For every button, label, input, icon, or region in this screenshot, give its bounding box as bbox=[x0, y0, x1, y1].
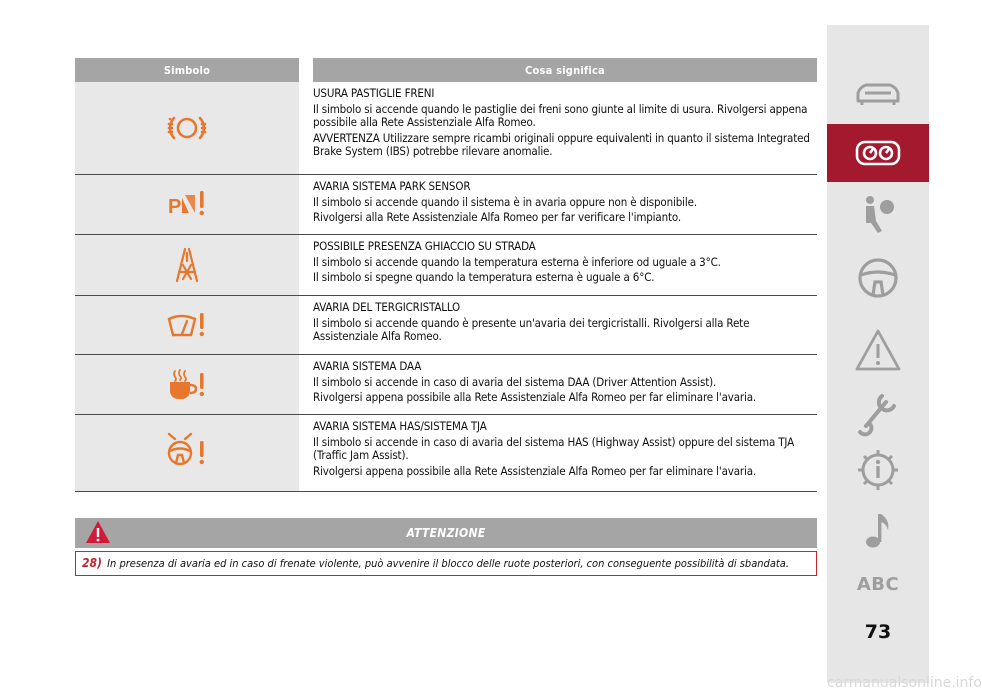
description-cell bbox=[313, 296, 817, 354]
watermark: carmanualsonline.info bbox=[827, 675, 982, 691]
ice-warning-icon bbox=[165, 245, 209, 285]
row-text: Rivolgersi appena possibile alla Rete Assistenziale Alfa Romeo per far eliminare l'avaria. bbox=[313, 390, 757, 405]
table-row bbox=[75, 235, 817, 296]
description-cell bbox=[313, 175, 817, 234]
header-symbol: Simbolo bbox=[75, 58, 299, 82]
sidebar-item-steering[interactable] bbox=[827, 249, 929, 307]
description-cell bbox=[313, 415, 817, 491]
row-text: Rivolgersi alla Rete Assistenziale Alfa Romeo per far verificare l'impianto. bbox=[313, 210, 682, 225]
row-title: USURA PASTIGLIE FRENI bbox=[313, 86, 435, 100]
car-icon bbox=[852, 71, 904, 117]
header-meaning: Cosa significa bbox=[313, 58, 817, 82]
abc-label: ABC bbox=[856, 573, 900, 595]
sidebar-item-index[interactable] bbox=[827, 555, 929, 613]
table-row bbox=[75, 296, 817, 355]
warning-body bbox=[75, 551, 817, 576]
brake-pads-wear-icon bbox=[165, 108, 209, 148]
row-text: Il simbolo si accende quando il sistema è in avaria oppure non è disponibile. bbox=[313, 194, 697, 209]
svg-text:P: P bbox=[168, 195, 182, 218]
symbol-cell bbox=[75, 355, 299, 414]
wiper-fault-icon bbox=[165, 305, 209, 345]
row-title: AVARIA SISTEMA PARK SENSOR bbox=[313, 179, 471, 193]
row-text: Il simbolo si accende quando la temperatura esterna è inferiore od uguale a 3°C. bbox=[313, 254, 721, 269]
table-row bbox=[75, 415, 817, 492]
sidebar-item-dashboard[interactable] bbox=[827, 124, 929, 182]
row-text: Il simbolo si accende quando le pastiglie dei freni sono giunte al limite di usura. Rivolgersi appena possibile alla Rete Assistenziale Alfa Romeo. bbox=[313, 101, 808, 130]
symbol-cell bbox=[75, 175, 299, 234]
table-row bbox=[75, 175, 817, 235]
row-text: Rivolgersi appena possibile alla Rete Assistenziale Alfa Romeo per far eliminare l'avaria. bbox=[313, 463, 757, 478]
chapter-sidebar bbox=[827, 25, 982, 691]
wrench-icon bbox=[852, 388, 904, 434]
row-text: Il simbolo si accende quando è presente un'avaria dei tergicristalli. Rivolgersi alla Rete Assistenziale Alfa Romeo. bbox=[313, 315, 750, 344]
sidebar-item-car[interactable] bbox=[827, 65, 929, 123]
symbol-cell bbox=[75, 415, 299, 491]
table-header bbox=[75, 58, 817, 82]
description-cell bbox=[313, 355, 817, 414]
row-title: AVARIA DEL TERGICRISTALLO bbox=[313, 300, 461, 314]
row-title: POSSIBILE PRESENZA GHIACCIO SU STRADA bbox=[313, 239, 536, 253]
steering-wheel-icon bbox=[852, 255, 904, 301]
warning-lights-table bbox=[75, 58, 817, 492]
table-row bbox=[75, 82, 817, 175]
warning-text: In presenza di avaria ed in caso di frenate violente, può avvenire il blocco delle ruote posteriori, con conseguente possibilità di sbandata. bbox=[107, 557, 789, 570]
dashboard-icon bbox=[852, 130, 904, 176]
music-note-icon bbox=[852, 508, 904, 554]
sidebar-item-maintenance[interactable] bbox=[827, 382, 929, 440]
row-text: AVVERTENZA Utilizzare sempre ricambi originali oppure equivalenti in quanto il sistema Integrated Brake System (IBS) potrebbe rilevare anomalie. bbox=[313, 130, 810, 159]
row-text: Il simbolo si accende in caso di avaria del sistema DAA (Driver Attention Assist). bbox=[313, 374, 717, 389]
warning-title: ATTENZIONE bbox=[406, 526, 486, 540]
description-cell bbox=[313, 235, 817, 295]
park-sensor-fault-icon bbox=[165, 185, 209, 225]
sidebar-item-multimedia[interactable] bbox=[827, 502, 929, 560]
row-title: AVARIA SISTEMA HAS/SISTEMA TJA bbox=[313, 419, 487, 433]
description-cell bbox=[313, 82, 817, 174]
warning-box bbox=[75, 518, 817, 576]
symbol-cell bbox=[75, 82, 299, 174]
row-text: Il simbolo si accende in caso di avaria del sistema HAS (Highway Assist) oppure del sistema TJA (Traffic Jam Assist). bbox=[313, 434, 795, 463]
sidebar-item-airbag[interactable] bbox=[827, 185, 929, 243]
daa-fault-icon bbox=[165, 365, 209, 405]
page-number: 73 bbox=[864, 621, 892, 643]
warning-triangle-icon bbox=[852, 327, 904, 373]
sidebar-item-warnings[interactable] bbox=[827, 321, 929, 379]
warning-header bbox=[75, 518, 817, 548]
sidebar-item-technical-data[interactable] bbox=[827, 441, 929, 499]
row-title: AVARIA SISTEMA DAA bbox=[313, 359, 422, 373]
symbol-cell bbox=[75, 296, 299, 354]
gear-info-icon bbox=[852, 447, 904, 493]
has-tja-fault-icon bbox=[165, 433, 209, 473]
warning-number: 28) bbox=[82, 556, 102, 570]
table-row bbox=[75, 355, 817, 415]
symbol-cell bbox=[75, 235, 299, 295]
warning-triangle-icon bbox=[85, 520, 111, 544]
row-text: Il simbolo si spegne quando la temperatura esterna è uguale a 6°C. bbox=[313, 270, 655, 285]
airbag-icon bbox=[852, 191, 904, 237]
